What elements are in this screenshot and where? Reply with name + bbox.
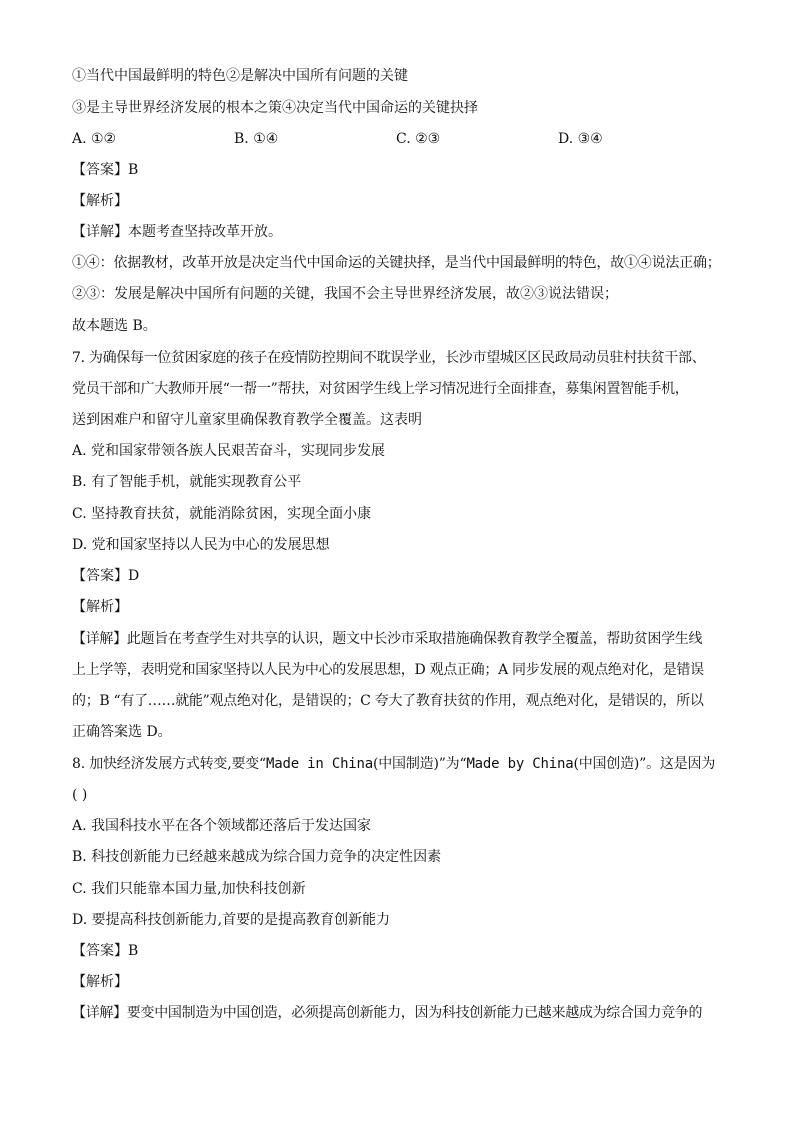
q8-stem-prefix: 8. 加快经济发展方式转变,要变“	[72, 756, 267, 772]
q6-conclusion: 故本题选 B。	[72, 318, 157, 334]
q6-explanation-1: ①④：依据教材，改革开放是决定当代中国命运的关键抉择，是当代中国最鲜明的特色，故①④说法正确；	[72, 255, 721, 271]
q8-analysis-heading: 【解析】	[72, 974, 128, 990]
q7-detail-line-1: 【详解】此题旨在考查学生对共享的认识，题文中长沙市采取措施确保教育教学全覆盖，帮助贫困学生线	[72, 631, 703, 647]
q7-stem-line-1: 7. 为确保每一位贫困家庭的孩子在疫情防控期间不耽误学业，长沙市望城区区民政局动员驻村扶贫干部、	[72, 350, 706, 366]
q6-option-c: C. ②③	[396, 131, 441, 147]
q7-detail-line-3: 的；B “有了……就能”观点绝对化，是错误的；C 夸大了教育扶贫的作用，观点绝对化，是错误的，所以	[72, 693, 704, 709]
q6-statement-line-2: ③是主导世界经济发展的根本之策④决定当代中国命运的关键抉择	[72, 100, 478, 116]
q6-statement-line-1: ①当代中国最鲜明的特色②是解决中国所有问题的关键	[72, 68, 408, 84]
q7-analysis-heading: 【解析】	[72, 599, 128, 615]
q6-answer: 【答案】B	[72, 162, 139, 178]
q8-stem-middle: (中国制造)”为“	[373, 756, 467, 772]
q7-stem-line-2: 党员干部和广大教师开展“一帮一”帮扶，对贫困学生线上学习情况进行全面排查，募集闲置智能手机，	[72, 381, 689, 397]
q8-option-c: C. 我们只能靠本国力量,加快科技创新	[72, 881, 306, 897]
q8-detail-line-1: 【详解】要变中国制造为中国创造，必须提高创新能力，因为科技创新能力已越来越成为综合国力竞争的	[72, 1005, 703, 1021]
q6-option-a: A. ①②	[72, 131, 117, 147]
q7-option-d: D. 党和国家坚持以人民为中心的发展思想	[72, 537, 330, 553]
q6-option-d: D. ③④	[558, 131, 603, 147]
q8-option-b: B. 科技创新能力已经越来越成为综合国力竞争的决定性因素	[72, 849, 442, 865]
q8-stem-made-in-china: Made in China	[266, 756, 373, 772]
q7-stem-line-3: 送到困难户和留守儿童家里确保教育教学全覆盖。这表明	[72, 412, 422, 428]
q8-option-a: A. 我国科技水平在各个领域都还落后于发达国家	[72, 818, 372, 834]
q8-stem-suffix: (中国创造)”。这是因为	[573, 756, 716, 772]
q6-analysis-heading: 【解析】	[72, 193, 128, 209]
q7-detail-line-4: 正确答案选 D。	[72, 724, 172, 740]
q8-option-d: D. 要提高科技创新能力,首要的是提高教育创新能力	[72, 912, 391, 928]
q7-option-b: B. 有了智能手机，就能实现教育公平	[72, 474, 302, 490]
q8-stem-line-1	[72, 754, 732, 774]
q7-answer: 【答案】D	[72, 568, 140, 584]
q7-detail-line-2: 上上学等，表明党和国家坚持以人民为中心的发展思想，D 观点正确；A 同步发展的观点绝对化，是错误	[72, 662, 704, 678]
q7-option-c: C. 坚持教育扶贫，就能消除贫困，实现全面小康	[72, 506, 372, 522]
q6-detail: 【详解】本题考查坚持改革开放。	[72, 224, 282, 240]
q6-options	[72, 129, 732, 149]
q7-option-a: A. 党和国家带领各族人民艰苦奋斗，实现同步发展	[72, 443, 386, 459]
q8-stem-made-by-china: Made by China	[466, 756, 574, 772]
q6-explanation-2: ②③：发展是解决中国所有问题的关键，我国不会主导世界经济发展，故②③说法错误；	[72, 286, 618, 302]
q6-option-b: B. ①④	[234, 131, 279, 147]
q8-answer: 【答案】B	[72, 943, 139, 959]
q8-stem-line-2: ( )	[72, 787, 88, 803]
